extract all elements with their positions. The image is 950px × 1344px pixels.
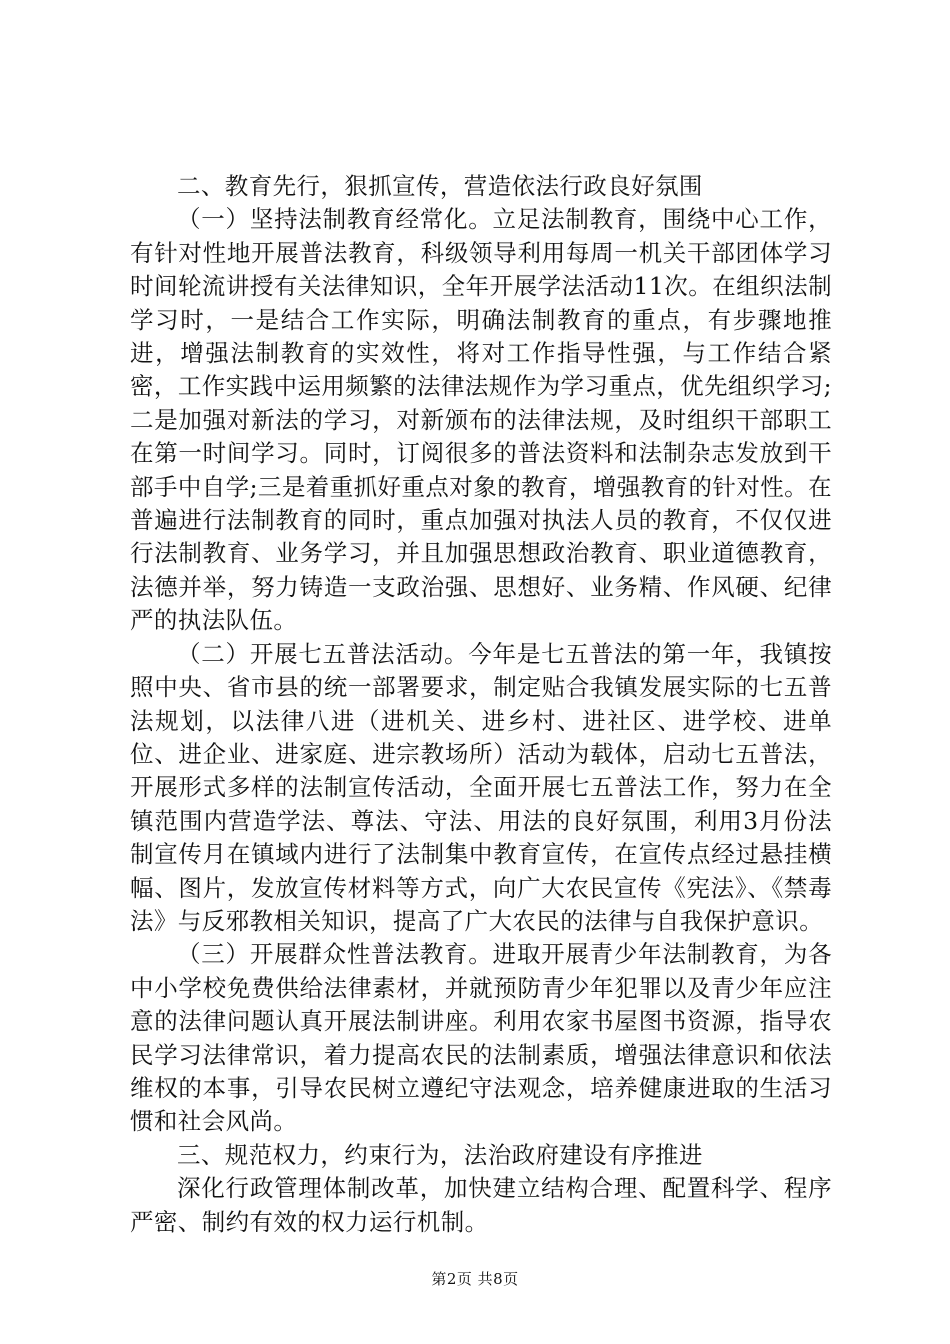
paragraph-legal-education: （一）坚持法制教育经常化。立足法制教育，围绕中心工作，有针对性地开展普法教育，科级领导利用每周一机关干部团体学习时间轮流讲授有关法律知识，全年开展学法活动11次。在组织法制学习时，一是结合工作实际，明确法制教育的重点，有步骤地推进，增强法制教育的实效性，将对工作指导性强，与工作结合紧密，工作实践中运用频繁的法律法规作为学习重点，优先组织学习;二是加强对新法的学习，对新颁布的法律法规，及时组织干部职工在第一时间学习。同时，订阅很多的普法资料和法制杂志发放到干部手中自学;三是着重抓好重点对象的教育，增强教育的针对性。在普遍进行法制教育的同时，重点加强对执法人员的教育，不仅仅进行法制教育、业务学习，并且加强思想政治教育、职业道德教育，法德并举，努力铸造一支政治强、思想好、业务精、作风硬、纪律严的执法队伍。: [130, 205, 832, 635]
paragraph-reform: 深化行政管理体制改革，加快建立结构合理、配置科学、程序严密、制约有效的权力运行机制。: [130, 1174, 832, 1236]
page-footer: 第2页 共8页: [431, 1270, 519, 1288]
paragraph-seventh-five-year-plan: （二）开展七五普法活动。今年是七五普法的第一年，我镇按照中央、省市县的统一部署要求，制定贴合我镇发展实际的七五普法规划，以法律八进（进机关、进乡村、进社区、进学校、进单位、进企业、进家庭、进宗教场所）活动为载体，启动七五普法，开展形式多样的法制宣传活动，全面开展七五普法工作，努力在全镇范围内营造学法、尊法、守法、用法的良好氛围，利用3月份法制宣传月在镇域内进行了法制集中教育宣传，在宣传点经过悬挂横幅、图片，发放宣传材料等方式，向广大农民宣传《宪法》、《禁毒法》与反邪教相关知识，提高了广大农民的法律与自我保护意识。: [130, 639, 832, 935]
paragraph-public-education: （三）开展群众性普法教育。进取开展青少年法制教育，为各中小学校免费供给法律素材，并就预防青少年犯罪以及青少年应注意的法律问题认真开展法制讲座。利用农家书屋图书资源，指导农民学习法律常识，着力提高农民的法制素质，增强法律意识和依法维权的本事，引导农民树立遵纪守法观念，培养健康进取的生活习惯和社会风尚。: [130, 940, 832, 1136]
section-heading-3: 三、规范权力，约束行为，法治政府建设有序推进: [177, 1140, 703, 1169]
document-body: [130, 170, 832, 1239]
section-heading-2: 二、教育先行，狠抓宣传，营造依法行政良好氛围: [177, 172, 703, 200]
